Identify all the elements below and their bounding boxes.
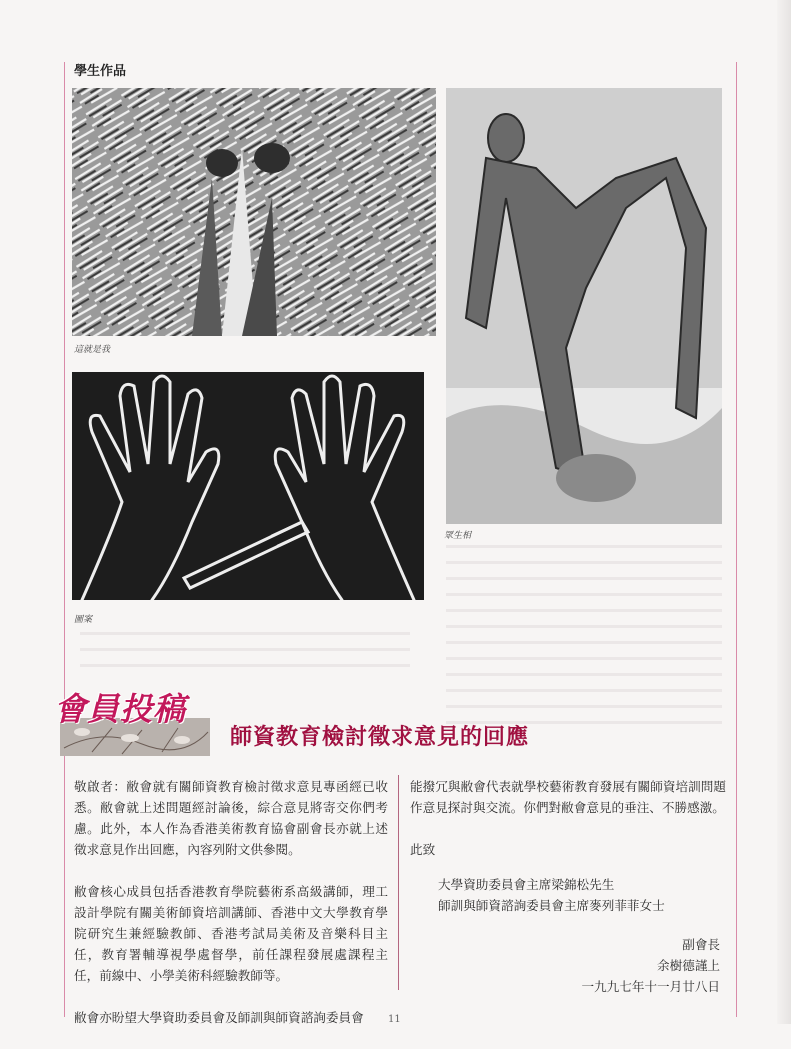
- letter-paragraph: 敬啟者：敝會就有關師資教育檢討徵求意見專函經已收悉。敝會就上述問題經討論後，綜合意見將寄交你們考慮。此外，本人作為香港美術教育協會副會長亦就上述徵求意見作出回應，內容列附文供參閱。: [74, 779, 388, 857]
- letter-paragraph: 敝會亦盼望大學資助委員會及師訓與師資諮詢委員會: [74, 1010, 364, 1025]
- recipient: 大學資助委員會主席梁錦松先生: [438, 877, 615, 892]
- show-through-text: [446, 545, 722, 737]
- letter-date: 一九九七年十一月廿八日: [581, 979, 720, 994]
- right-margin-rule: [736, 62, 737, 1017]
- recipient-list: [410, 874, 726, 916]
- article-title: 師資教育檢討徵求意見的回應: [230, 724, 530, 750]
- section-header: 學生作品: [74, 64, 127, 79]
- recipient: 師訓與師資諮詢委員會主席麥列菲菲女士: [438, 898, 665, 913]
- column-divider: [398, 775, 399, 990]
- signer-title: 副會長: [682, 937, 720, 952]
- student-artwork-photo-2: [72, 372, 424, 600]
- show-through-text: [80, 632, 410, 680]
- letter-right-column: [410, 776, 726, 997]
- letter-paragraph: 能撥冗與敝會代表就學校藝術教育發展有關師資培訓問題作意見探討與交流。你們對敝會意見的垂注、不勝感激。: [410, 779, 726, 815]
- figure-caption-3: 眾生相: [444, 531, 472, 541]
- page-number: 11: [388, 1014, 401, 1025]
- letter-paragraph: 敝會核心成員包括香港教育學院藝術系高級講師，理工設計學院有關美術師資培訓講師、香港中文大學教育學院研究生兼經驗教師、香港考試局美術及音樂科目主任，教育署輔導視學處督學，前任課程發展處課程主任，前線中、小學美術科經驗教師等。: [74, 884, 388, 983]
- letter-left-column: [74, 776, 388, 1049]
- page-edge: [777, 0, 791, 1024]
- figure-caption-2: 圖案: [74, 615, 93, 625]
- column-title: 會員投稿: [54, 690, 187, 728]
- left-margin-rule: [64, 62, 65, 1017]
- signature-block: [410, 934, 726, 997]
- student-artwork-photo-1: [72, 88, 436, 336]
- letter-closing: 此致: [410, 842, 436, 857]
- figure-caption-1: 這就是我: [74, 345, 111, 355]
- signer-name: 余樹德謹上: [657, 958, 720, 973]
- student-artwork-photo-3: [446, 88, 722, 524]
